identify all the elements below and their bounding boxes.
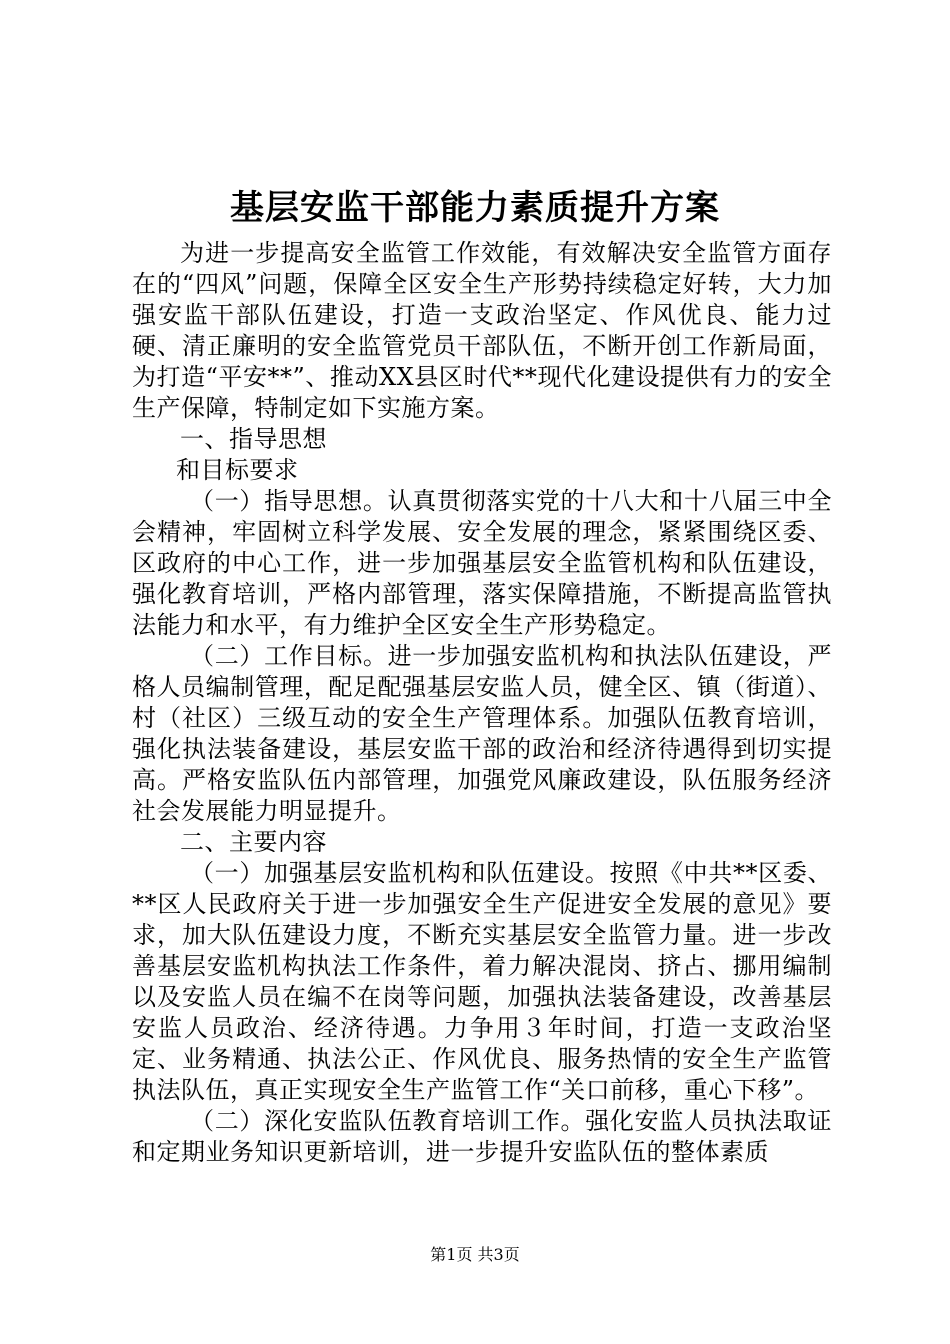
- page-footer: 第1页 共3页: [430, 1245, 520, 1264]
- section-heading-main-content: 二、主要内容: [180, 828, 327, 856]
- paragraph-organization-building: （一）加强基层安监机构和队伍建设。按照《中共**区委、**区人民政府关于进一步加强安全生产促进安全发展的意见》要求，加大队伍建设力度，不断充实基层安全监管力量。进一步改善基层安监机构执法工作条件，着力解决混岗、挤占、挪用编制以及安监人员在编不在岗等问题，加强执法装备建设，改善基层安监人员政治、经济待遇。力争用３年时间，打造一支政治坚定、业务精通、执法公正、作风优良、服务热情的安全生产监管执法队伍，真正实现安全生产监管工作“关口前移，重心下移”。: [132, 859, 832, 1104]
- paragraph-training: （二）深化安监队伍教育培训工作。强化安监人员执法取证和定期业务知识更新培训，进一步提升安监队伍的整体素质: [132, 1107, 832, 1166]
- paragraph-work-goals: （二）工作目标。进一步加强安监机构和执法队伍建设，严格人员编制管理，配足配强基层安监人员，健全区、镇（街道）、村（社区）三级互动的安全生产管理体系。加强队伍教育培训，强化执法装备建设，基层安监干部的政治和经济待遇得到切实提高。严格安监队伍内部管理，加强党风廉政建设，队伍服务经济社会发展能力明显提升。: [132, 642, 832, 825]
- paragraph-guiding-thought: （一）指导思想。认真贯彻落实党的十八大和十八届三中全会精神，牢固树立科学发展、安全发展的理念，紧紧围绕区委、区政府的中心工作，进一步加强基层安全监管机构和队伍建设，强化教育培训，严格内部管理，落实保障措施，不断提高监管执法能力和水平，有力维护全区安全生产形势稳定。: [132, 487, 832, 639]
- section-heading-goals: 和目标要求: [176, 456, 299, 484]
- document-body: [132, 238, 832, 1168]
- document-title: 基层安监干部能力素质提升方案: [230, 188, 720, 228]
- intro-paragraph: 为进一步提高安全监管工作效能，有效解决安全监管方面存在的“四风”问题，保障全区安全生产形势持续稳定好转，大力加强安监干部队伍建设，打造一支政治坚定、作风优良、能力过硬、清正廉明的安全监管党员干部队伍，不断开创工作新局面，为打造“平安**”、推动XX县区时代**现代化建设提供有力的安全生产保障，特制定如下实施方案。: [132, 239, 832, 422]
- section-heading-guiding-thought: 一、指导思想: [180, 425, 327, 453]
